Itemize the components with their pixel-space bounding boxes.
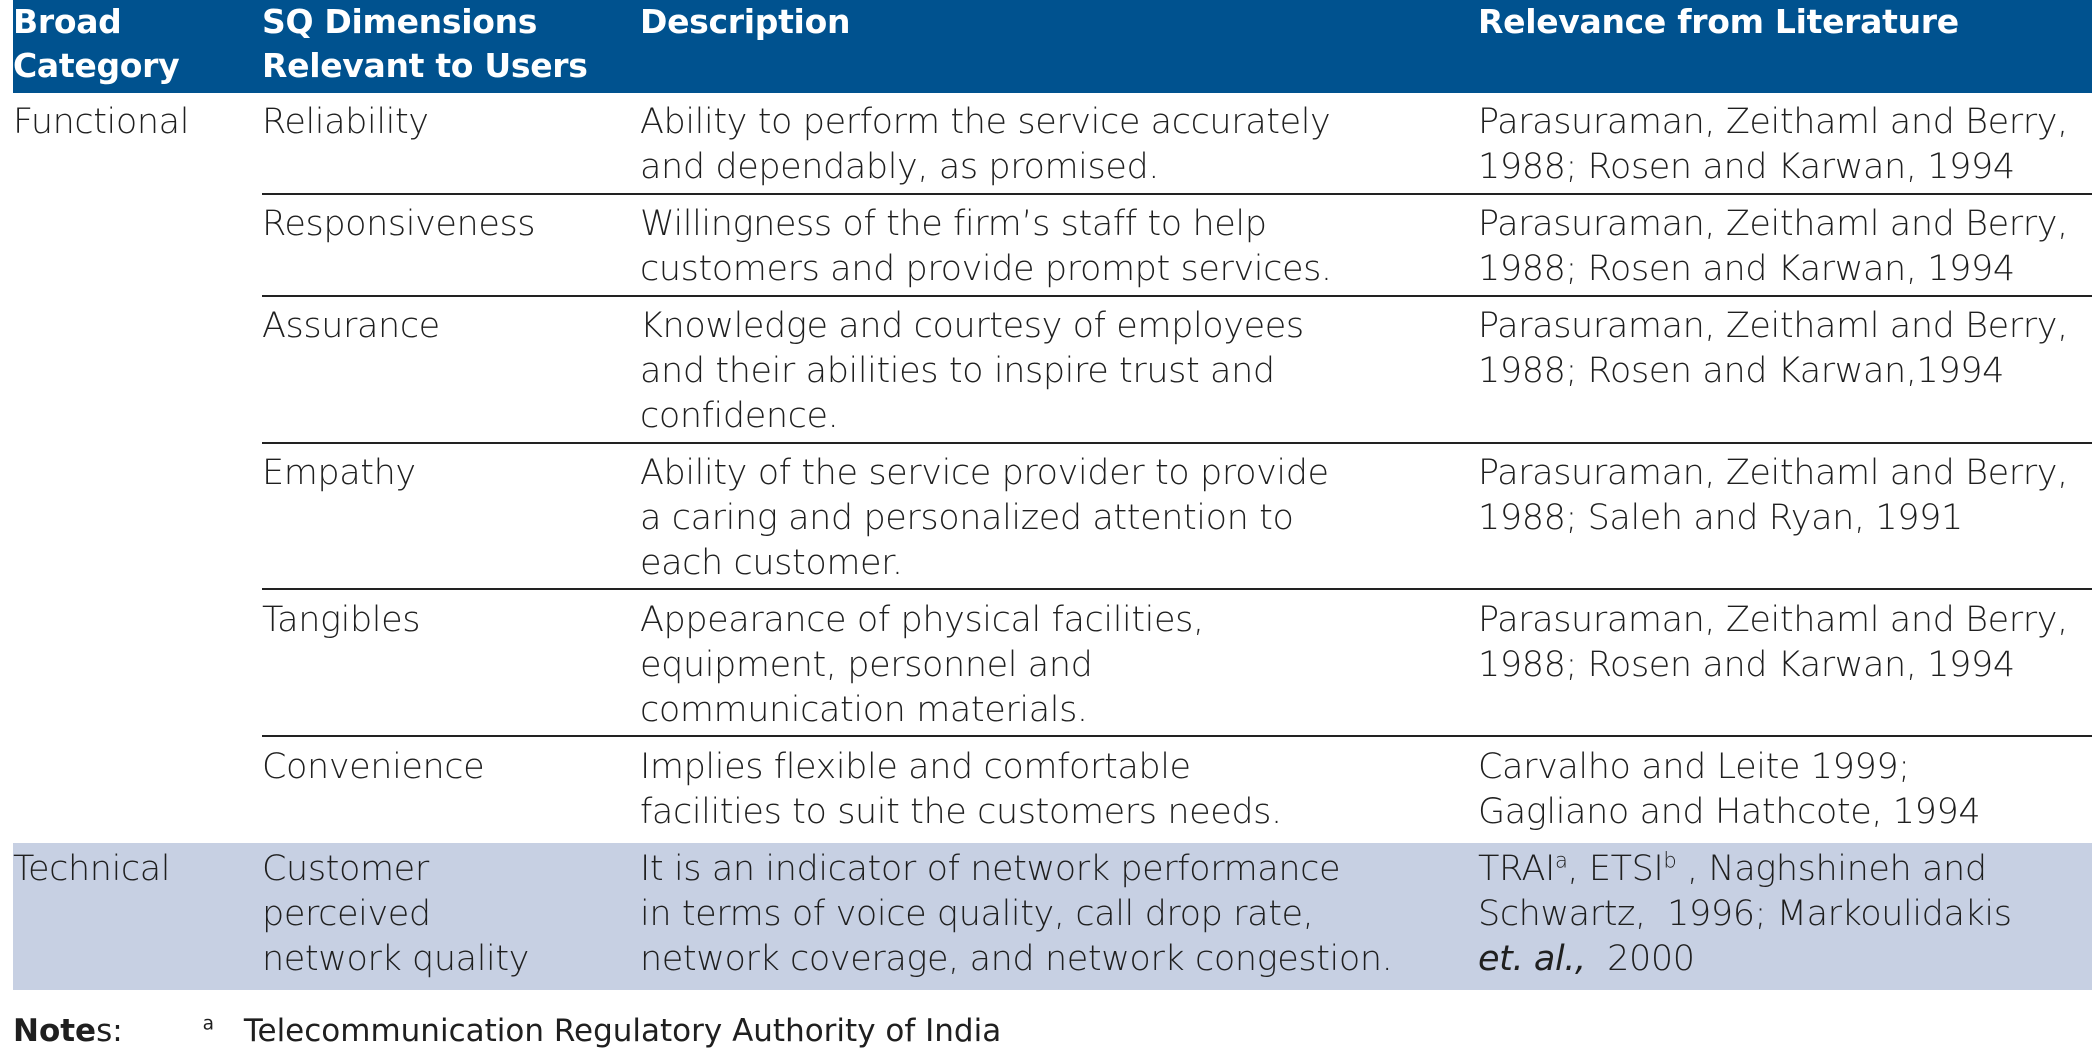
table-header <box>13 0 2092 93</box>
row-description: Appearance of physical facilities, equipment, personnel and communication materials. <box>640 600 1204 730</box>
row-divider <box>262 735 2092 737</box>
header-relevance: Relevance from Literature <box>1478 2 1959 41</box>
notes-label-rest: s: <box>96 1013 123 1049</box>
row-divider <box>262 442 2092 444</box>
row-description: Ability of the service provider to provide a caring and personalized attention to each customer. <box>640 453 1329 583</box>
relevance-etsi: , ETSI <box>1567 849 1664 889</box>
footnote-marker-a: a <box>1554 848 1568 873</box>
row-divider <box>262 588 2092 590</box>
row-relevance: Parasuraman, Zeithaml and Berry, 1988; Rosen and Karwan,1994 <box>1478 306 2068 391</box>
row-dimension: Responsiveness <box>262 204 536 244</box>
header-description: Description <box>640 2 851 41</box>
notes-label-bold: Note <box>13 1013 97 1049</box>
row-description: Willingness of the firm’s staff to help customers and provide prompt services. <box>640 204 1332 289</box>
notes-text: Telecommunication Regulatory Authority of India <box>243 1013 1002 1049</box>
row-category: Functional <box>13 102 190 142</box>
row-description: Implies flexible and comfortable facilities to suit the customers needs. <box>640 747 1282 832</box>
row-divider <box>262 193 2092 195</box>
row-dimension: Empathy <box>262 453 416 493</box>
header-broad-category: Broad Category <box>13 2 180 85</box>
notes-marker: a <box>202 1013 214 1035</box>
relevance-line2: Schwartz, 1996; Markoulidakis <box>1478 894 2012 934</box>
row-relevance: Parasuraman, Zeithaml and Berry, 1988; Rosen and Karwan, 1994 <box>1478 600 2068 685</box>
row-dimension: Convenience <box>262 747 485 787</box>
row-description: It is an indicator of network performance in terms of voice quality, call drop rate, network coverage, and network congestion. <box>640 849 1393 979</box>
row-dimension: Assurance <box>262 306 440 346</box>
row-relevance: Parasuraman, Zeithaml and Berry, 1988; Saleh and Ryan, 1991 <box>1478 453 2068 538</box>
row-description: Ability to perform the service accurately and dependably, as promised. <box>640 102 1331 187</box>
row-relevance: Parasuraman, Zeithaml and Berry, 1988; Rosen and Karwan, 1994 <box>1478 102 2068 187</box>
row-relevance <box>1478 847 2078 982</box>
relevance-trai: TRAI <box>1478 849 1555 889</box>
row-dimension: Reliability <box>262 102 429 142</box>
row-category: Technical <box>13 849 171 889</box>
row-relevance: Parasuraman, Zeithaml and Berry, 1988; Rosen and Karwan, 1994 <box>1478 204 2068 289</box>
relevance-year: 2000 <box>1585 939 1695 979</box>
row-dimension: Tangibles <box>262 600 421 640</box>
row-dimension: Customer perceived network quality <box>262 849 529 979</box>
row-divider <box>262 295 2092 297</box>
relevance-etal: et. al., <box>1478 939 1586 979</box>
table-notes <box>13 1011 1001 1051</box>
footnote-marker-b: b <box>1663 848 1677 873</box>
header-sq-dimensions: SQ Dimensions Relevant to Users <box>262 2 588 85</box>
row-description: Knowledge and courtesy of employees and their abilities to inspire trust and confidence. <box>640 306 1304 436</box>
row-relevance: Carvalho and Leite 1999; Gagliano and Hathcote, 1994 <box>1478 747 1981 832</box>
relevance-rest: , Naghshineh and <box>1676 849 1987 889</box>
